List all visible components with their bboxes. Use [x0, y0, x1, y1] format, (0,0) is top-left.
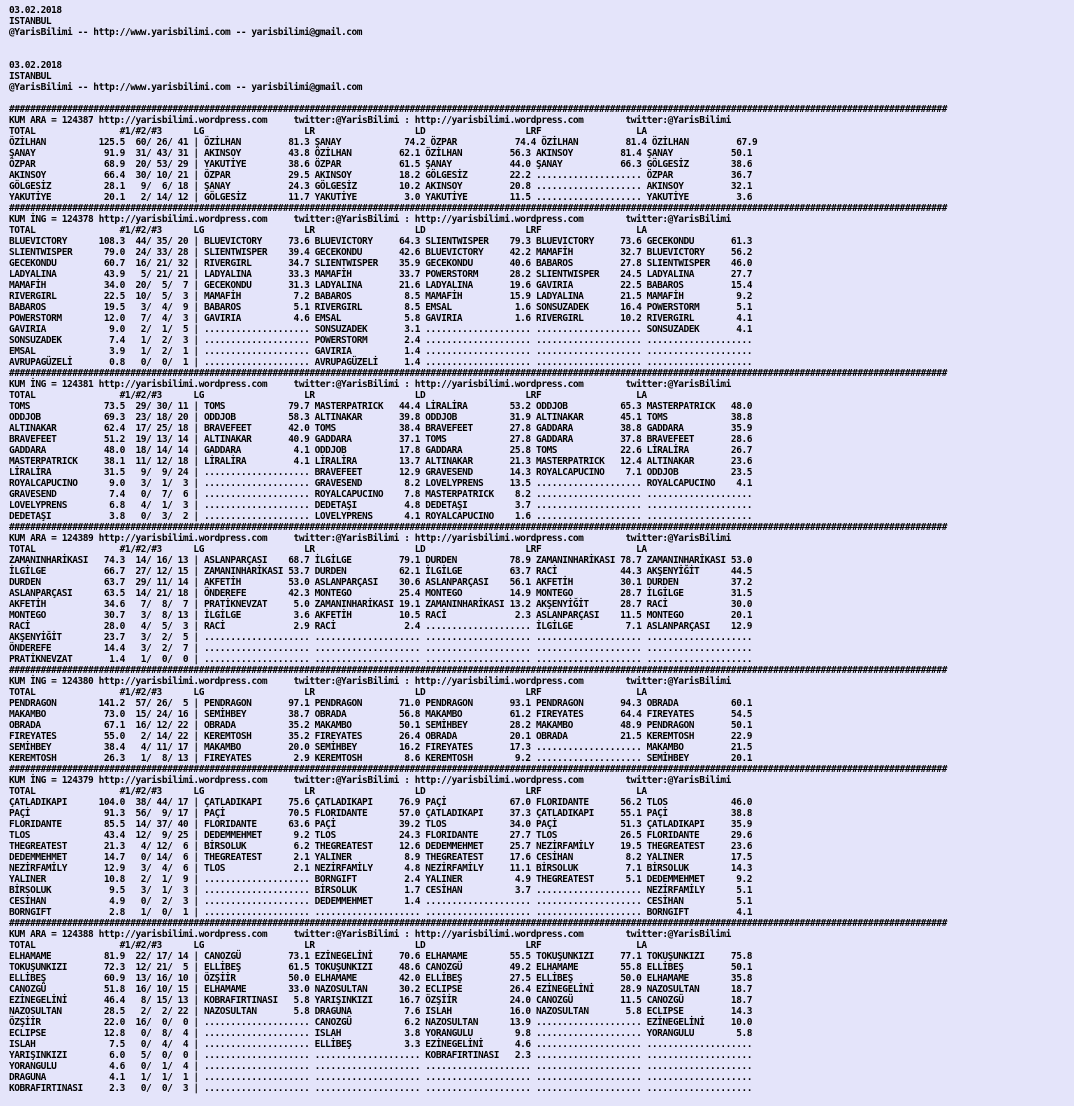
date-line: 03.02.2018: [9, 60, 62, 71]
report-line: GÖLGESİZ 28.1 9/ 6/ 18 | ŞANAY 24.3 GÖLGESİZ 10.2 AKINSOY 20.8 .................... AKINSOY 32.1: [9, 181, 752, 192]
report-line: NEZİRFAMİLY 12.9 3/ 4/ 6 | TLOS 2.1 NEZİRFAMİLY 4.8 NEZİRFAMİLY 11.1 BİRSOLUK 7.1 BİRSOLUK 14.3: [9, 863, 752, 874]
separator-line: ##################################################################################################################################################################################: [9, 368, 947, 379]
report-line: CESİHAN 4.9 0/ 2/ 3 | .................... DEDEMMEHMET 1.4 .................... .................... CESİHAN 5.1: [9, 896, 752, 907]
report-line: EMSAL 3.9 1/ 2/ 1 | .................... GAVIRIA 1.4 .................... .................... ....................: [9, 346, 752, 357]
report-line: DURDEN 63.7 29/ 11/ 14 | AKFETİH 53.0 ASLANPARÇASI 30.6 ASLANPARÇASI 56.1 AKFETİH 30.1 DURDEN 37.2: [9, 577, 752, 588]
report-line: GADDARA 48.0 18/ 14/ 14 | GADDARA 4.1 ODDJOB 17.8 GADDARA 25.8 TOMS 22.6 LİRALİRA 26.7: [9, 445, 752, 456]
report-line: ROYALCAPUCINO 9.0 3/ 1/ 3 | .................... GRAVESEND 8.2 LOVELYPRENS 13.5 .................... ROYALCAPUCINO 4.1: [9, 478, 752, 489]
report-line: ELLİBEŞ 60.9 13/ 16/ 10 | ÖZŞİİR 50.0 ELHAMAME 42.0 ELLİBEŞ 27.5 ELLİBEŞ 50.0 ELHAMAME 35.8: [9, 973, 752, 984]
report-line: ISTANBUL: [9, 71, 52, 82]
report-line: GECEKONDU 60.7 16/ 21/ 32 | RIVERGIRL 34.7 SLIENTWISPER 35.9 GECEKONDU 40.6 BABAROS 27.8 SLIENTWISPER 46.0: [9, 258, 752, 269]
column-header-line: TOTAL #1/#2/#3 LG LR LD LRF LA: [9, 225, 647, 236]
report-line: KEREMTOSH 26.3 1/ 8/ 13 | FIREYATES 2.9 KEREMTOSH 8.6 KEREMTOSH 9.2 .................... SEMİHBEY 20.1: [9, 753, 752, 764]
report-line: BLUEVICTORY 108.3 44/ 35/ 20 | BLUEVICTORY 73.6 BLUEVICTORY 64.3 SLIENTWISPER 79.3 BLUEVICTORY 73.6 GECEKONDU 61.3: [9, 236, 752, 247]
report-line: MAKAMBO 73.0 15/ 24/ 16 | SEMİHBEY 38.7 OBRADA 56.8 MAKAMBO 61.2 FIREYATES 64.4 FIREYATES 54.5: [9, 709, 752, 720]
race-header-line: KUM ARA = 124387 http://yarisbilimi.wordpress.com twitter:@YarisBilimi : http://yarisbilimi.wordpress.com twitter:@YarisBilimi: [9, 115, 731, 126]
report-line: THEGREATEST 21.3 4/ 12/ 6 | BİRSOLUK 6.2 THEGREATEST 12.6 DEDEMMEHMET 25.7 NEZİRFAMİLY 19.5 THEGREATEST 23.6: [9, 841, 752, 852]
report-line: ECLIPSE 12.8 0/ 8/ 4 | .................... ISLAH 3.8 YORANGULU 9.8 .................... YORANGULU 5.8: [9, 1028, 752, 1039]
report-line: AKFETİH 34.6 7/ 8/ 7 | PRATİKNEVZAT 5.0 ZAMANINHARİKASI 19.1 ZAMANINHARİKASI 13.2 AKŞENYİĞİT 28.7 RACİ 30.0: [9, 599, 752, 610]
report-line: YORANGULU 4.6 0/ 1/ 4 | .................... .................... .................... .................... ....................: [9, 1061, 752, 1072]
separator-line: ##################################################################################################################################################################################: [9, 104, 947, 115]
report-line: LADYALINA 43.9 5/ 21/ 21 | LADYALINA 33.3 MAMAFİH 33.7 POWERSTORM 28.2 SLIENTWISPER 24.5 LADYALINA 27.7: [9, 269, 752, 280]
report-line: YARIŞINKIZI 6.0 5/ 0/ 0 | .................... .................... KOBRAFIRTINASI 2.3 .................... ....................: [9, 1050, 752, 1061]
separator-line: ##################################################################################################################################################################################: [9, 918, 947, 929]
race-header-line: KUM ARA = 124388 http://yarisbilimi.wordpress.com twitter:@YarisBilimi : http://yarisbilimi.wordpress.com twitter:@YarisBilimi: [9, 929, 731, 940]
report-line: ZAMANINHARİKASI 74.3 14/ 16/ 13 | ASLANPARÇASI 68.7 İLGİLGE 79.1 DURDEN 78.9 ZAMANINHARİKASI 78.7 ZAMANINHARİKASI 53.0: [9, 555, 752, 566]
report-line: ÖZŞİİR 22.0 16/ 0/ 0 | .................... CANOZGÜ 6.2 NAZOSULTAN 13.9 .................... EZİNEGELİNİ 10.0: [9, 1017, 752, 1028]
report-line: AVRUPAGÜZELİ 0.8 0/ 0/ 1 | .................... AVRUPAGÜZELİ 1.4 .................... .................... ....................: [9, 357, 752, 368]
report-line: RIVERGIRL 22.5 10/ 5/ 3 | MAMAFİH 7.2 BABAROS 8.5 MAMAFİH 15.9 LADYALINA 21.5 MAMAFİH 9.2: [9, 291, 752, 302]
race-header-line: KUM ARA = 124389 http://yarisbilimi.wordpress.com twitter:@YarisBilimi : http://yarisbilimi.wordpress.com twitter:@YarisBilimi: [9, 533, 731, 544]
report-line: FIREYATES 55.0 2/ 14/ 22 | KEREMTOSH 35.2 FIREYATES 26.4 OBRADA 20.1 OBRADA 21.5 KEREMTOSH 22.9: [9, 731, 752, 742]
race-header-line: KUM İNG = 124380 http://yarisbilimi.wordpress.com twitter:@YarisBilimi : http://yarisbilimi.wordpress.com twitter:@YarisBilimi: [9, 676, 731, 687]
report-line: KOBRAFIRTINASI 2.3 0/ 0/ 3 | .................... .................... .................... .................... ....................: [9, 1083, 752, 1094]
report-line: SEMİHBEY 38.4 4/ 11/ 17 | MAKAMBO 20.0 SEMİHBEY 16.2 FIREYATES 17.3 .................... MAKAMBO 21.5: [9, 742, 752, 753]
report-line: MAMAFİH 34.0 20/ 5/ 7 | GECEKONDU 31.3 LADYALINA 21.6 LADYALINA 19.6 GAVIRIA 22.5 BABAROS 15.4: [9, 280, 752, 291]
race-header-line: KUM İNG = 124378 http://yarisbilimi.wordpress.com twitter:@YarisBilimi : http://yarisbilimi.wordpress.com twitter:@YarisBilimi: [9, 214, 731, 225]
report-line: LİRALİRA 31.5 9/ 9/ 24 | .................... BRAVEFEET 12.9 GRAVESEND 14.3 ROYALCAPUCINO 7.1 ODDJOB 23.5: [9, 467, 752, 478]
report-line: PAÇİ 91.3 56/ 9/ 17 | PAÇİ 70.5 FLORIDANTE 57.0 ÇATLADIKAPI 37.3 ÇATLADIKAPI 55.1 PAÇİ 38.8: [9, 808, 752, 819]
report-line: @YarisBilimi -- http://www.yarisbilimi.com -- yarisbilimi@gmail.com: [9, 82, 363, 93]
report-line: ODDJOB 69.3 23/ 18/ 20 | ODDJOB 58.3 ALTINAKAR 39.8 ODDJOB 31.9 ALTINAKAR 45.1 TOMS 38.8: [9, 412, 752, 423]
report-line: FLORIDANTE 85.5 14/ 37/ 40 | FLORIDANTE 63.6 PAÇİ 39.2 TLOS 34.0 PAÇİ 51.3 ÇATLADIKAPI 35.9: [9, 819, 752, 830]
report-line: MASTERPATRICK 38.1 11/ 12/ 18 | LİRALİRA 4.1 LİRALİRA 13.7 ALTINAKAR 21.3 MASTERPATRICK 12.4 ALTINAKAR 23.6: [9, 456, 752, 467]
report-line: OBRADA 67.1 16/ 12/ 22 | OBRADA 35.2 MAKAMBO 50.1 SEMİHBEY 28.2 MAKAMBO 48.9 PENDRAGON 50.1: [9, 720, 752, 731]
report-line: PRATİKNEVZAT 1.4 1/ 0/ 0 | .................... .................... .................... .................... ....................: [9, 654, 752, 665]
report-line: BORNGIFT 2.8 1/ 0/ 1 | .................... .................... .................... .................... BORNGIFT 4.1: [9, 907, 752, 918]
report-line: ALTINAKAR 62.4 17/ 25/ 18 | BRAVEFEET 42.0 TOMS 38.4 BRAVEFEET 27.8 GADDARA 38.8 GADDARA 35.9: [9, 423, 752, 434]
report-line: YALINER 10.8 2/ 1/ 9 | .................... BORNGIFT 2.4 YALINER 4.9 THEGREATEST 5.1 DEDEMMEHMET 9.2: [9, 874, 752, 885]
report-line: BRAVEFEET 51.2 19/ 13/ 14 | ALTINAKAR 40.9 GADDARA 37.1 TOMS 27.8 GADDARA 37.8 BRAVEFEET 28.6: [9, 434, 752, 445]
report-line: TOKUŞUNKIZI 72.3 12/ 21/ 5 | ELLİBEŞ 61.5 TOKUŞUNKIZI 48.6 CANOZGÜ 49.2 ELHAMAME 55.8 ELLİBEŞ 50.1: [9, 962, 752, 973]
report-line: @YarisBilimi -- http://www.yarisbilimi.com -- yarisbilimi@gmail.com: [9, 27, 363, 38]
report-line: LOVELYPRENS 6.8 4/ 1/ 3 | .................... DEDETAŞI 4.8 DEDETAŞI 3.7 .................... ....................: [9, 500, 752, 511]
race-header-line: KUM İNG = 124379 http://yarisbilimi.wordpress.com twitter:@YarisBilimi : http://yarisbilimi.wordpress.com twitter:@YarisBilimi: [9, 775, 731, 786]
column-header-line: TOTAL #1/#2/#3 LG LR LD LRF LA: [9, 126, 647, 137]
report-line: SONSUZADEK 7.4 1/ 2/ 3 | .................... POWERSTORM 2.4 .................... .................... ....................: [9, 335, 752, 346]
report-line: ÖNDEREFE 14.4 3/ 2/ 7 | .................... .................... .................... .................... ....................: [9, 643, 752, 654]
report-line: TLOS 43.4 12/ 9/ 25 | DEDEMMEHMET 9.2 TLOS 24.3 FLORIDANTE 27.7 TLOS 26.5 FLORIDANTE 29.6: [9, 830, 752, 841]
report-line: CANOZGÜ 51.8 16/ 10/ 15 | ELHAMAME 33.0 NAZOSULTAN 30.2 ECLIPSE 26.4 EZİNEGELİNİ 28.9 NAZOSULTAN 18.7: [9, 984, 752, 995]
separator-line: ##################################################################################################################################################################################: [9, 665, 947, 676]
blank-line: [9, 38, 1074, 49]
report-line: İLGİLGE 66.7 27/ 12/ 15 | ZAMANINHARİKASI 53.7 DURDEN 62.1 İLGİLGE 63.7 RACİ 44.3 AKŞENYİĞİT 44.5: [9, 566, 752, 577]
report-line: BİRSOLUK 9.5 3/ 1/ 3 | .................... BİRSOLUK 1.7 CESİHAN 3.7 .................... NEZİRFAMİLY 5.1: [9, 885, 752, 896]
report-line: GAVIRIA 9.0 2/ 1/ 5 | .................... SONSUZADEK 3.1 .................... .................... SONSUZADEK 4.1: [9, 324, 752, 335]
report-line: ELHAMAME 81.9 22/ 17/ 14 | CANOZGÜ 73.1 EZİNEGELİNİ 70.6 ELHAMAME 55.5 TOKUŞUNKIZI 77.1 TOKUŞUNKIZI 75.8: [9, 951, 752, 962]
blank-line: [9, 49, 1074, 60]
separator-line: ##################################################################################################################################################################################: [9, 764, 947, 775]
report-line: ÇATLADIKAPI 104.0 38/ 44/ 17 | ÇATLADIKAPI 75.6 ÇATLADIKAPI 76.9 PAÇİ 67.0 FLORIDANTE 56.2 TLOS 46.0: [9, 797, 752, 808]
report-line: ŞANAY 91.9 31/ 43/ 31 | AKINSOY 43.8 ÖZİLHAN 62.1 ÖZİLHAN 56.3 AKINSOY 81.4 ŞANAY 50.1: [9, 148, 752, 159]
report-line: EZİNEGELİNİ 46.4 8/ 15/ 13 | KOBRAFIRTINASI 5.8 YARIŞINKIZI 16.7 ÖZŞİİR 24.0 CANOZGÜ 11.5 CANOZGÜ 18.7: [9, 995, 752, 1006]
column-header-line: TOTAL #1/#2/#3 LG LR LD LRF LA: [9, 940, 647, 951]
report-line: TOMS 73.5 29/ 30/ 11 | TOMS 79.7 MASTERPATRICK 44.4 LİRALİRA 53.2 ODDJOB 65.3 MASTERPATRICK 48.0: [9, 401, 752, 412]
column-header-line: TOTAL #1/#2/#3 LG LR LD LRF LA: [9, 544, 647, 555]
report-line: BABAROS 19.5 3/ 4/ 9 | BABAROS 5.1 RIVERGIRL 8.5 EMSAL 1.6 SONSUZADEK 16.4 POWERSTORM 5.1: [9, 302, 752, 313]
column-header-line: TOTAL #1/#2/#3 LG LR LD LRF LA: [9, 390, 647, 401]
report-line: ASLANPARÇASI 63.5 14/ 21/ 18 | ÖNDEREFE 42.3 MONTEGO 25.4 MONTEGO 14.9 MONTEGO 28.7 İLGİLGE 31.5: [9, 588, 752, 599]
column-header-line: TOTAL #1/#2/#3 LG LR LD LRF LA: [9, 786, 647, 797]
report-line: MONTEGO 30.7 3/ 8/ 13 | İLGİLGE 3.6 AKFETİH 10.5 RACİ 2.3 ASLANPARÇASI 11.5 MONTEGO 20.1: [9, 610, 752, 621]
race-header-line: KUM İNG = 124381 http://yarisbilimi.wordpress.com twitter:@YarisBilimi : http://yarisbilimi.wordpress.com twitter:@YarisBilimi: [9, 379, 731, 390]
report-line: DEDEMMEHMET 14.7 0/ 14/ 6 | THEGREATEST 2.1 YALINER 8.9 THEGREATEST 17.6 CESİHAN 8.2 YALINER 17.5: [9, 852, 752, 863]
column-header-line: TOTAL #1/#2/#3 LG LR LD LRF LA: [9, 687, 647, 698]
report-line: POWERSTORM 12.0 7/ 4/ 3 | GAVIRIA 4.6 EMSAL 5.8 GAVIRIA 1.6 RIVERGIRL 10.2 RIVERGIRL 4.1: [9, 313, 752, 324]
report-line: GRAVESEND 7.4 0/ 7/ 6 | .................... ROYALCAPUCINO 7.8 MASTERPATRICK 8.2 .................... ....................: [9, 489, 752, 500]
report-line: SLIENTWISPER 79.0 24/ 33/ 28 | SLIENTWISPER 39.4 GECEKONDU 42.6 BLUEVICTORY 42.2 MAMAFİH 32.7 BLUEVICTORY 56.2: [9, 247, 752, 258]
report-line: ISTANBUL: [9, 16, 52, 27]
separator-line: ##################################################################################################################################################################################: [9, 203, 947, 214]
report-line: YAKUTİYE 20.1 2/ 14/ 12 | GÖLGESİZ 11.7 YAKUTİYE 3.0 YAKUTİYE 11.5 .................... YAKUTİYE 3.6: [9, 192, 752, 203]
date-line: 03.02.2018: [9, 5, 62, 16]
report-line: DRAGUNA 4.1 1/ 1/ 1 | .................... .................... .................... .................... ....................: [9, 1072, 752, 1083]
report-line: AKINSOY 66.4 30/ 10/ 21 | ÖZPAR 29.5 AKINSOY 18.2 GÖLGESİZ 22.2 .................... ÖZPAR 36.7: [9, 170, 752, 181]
report-line: NAZOSULTAN 28.5 2/ 2/ 22 | NAZOSULTAN 5.8 DRAGUNA 7.6 ISLAH 16.0 NAZOSULTAN 5.8 ECLIPSE 14.3: [9, 1006, 752, 1017]
report-line: PENDRAGON 141.2 57/ 26/ 5 | PENDRAGON 97.1 PENDRAGON 71.0 PENDRAGON 93.1 PENDRAGON 94.3 OBRADA 60.1: [9, 698, 752, 709]
report-line: AKŞENYİĞİT 23.7 3/ 2/ 5 | .................... .................... .................... .................... ....................: [9, 632, 752, 643]
report-line: ÖZPAR 68.9 20/ 53/ 29 | YAKUTİYE 38.6 ÖZPAR 61.5 ŞANAY 44.0 ŞANAY 66.3 GÖLGESİZ 38.6: [9, 159, 752, 170]
separator-line: ##################################################################################################################################################################################: [9, 522, 947, 533]
blank-line: [9, 93, 1074, 104]
report-line: RACİ 28.0 4/ 5/ 3 | RACİ 2.9 RACİ 2.4 .................... İLGİLGE 7.1 ASLANPARÇASI 12.9: [9, 621, 752, 632]
report-line: DEDETAŞI 3.8 0/ 3/ 2 | .................... LOVELYPRENS 4.1 ROYALCAPUCINO 1.6 .................... ....................: [9, 511, 752, 522]
report-line: ISLAH 7.5 0/ 4/ 4 | .................... ELLİBEŞ 3.3 EZİNEGELİNİ 4.6 .................... ....................: [9, 1039, 752, 1050]
report-line: ÖZİLHAN 125.5 60/ 26/ 41 | ÖZİLHAN 81.3 ŞANAY 74.2 ÖZPAR 74.4 ÖZİLHAN 81.4 ÖZİLHAN 67.9: [9, 137, 758, 148]
